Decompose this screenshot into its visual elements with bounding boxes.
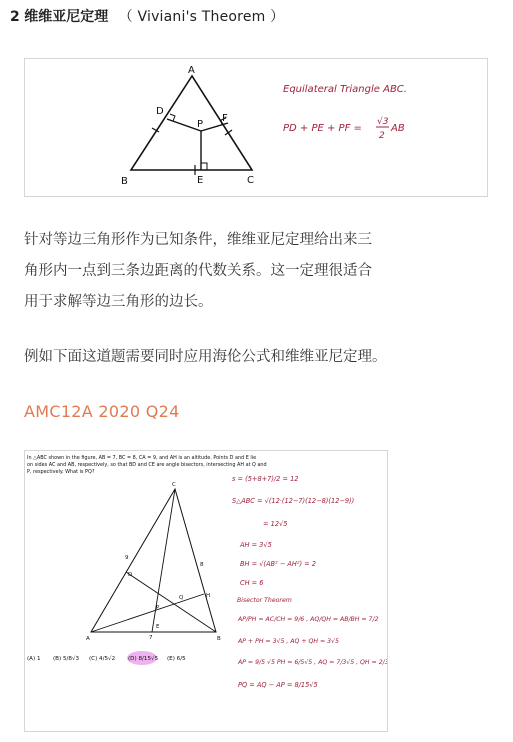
label-e-amc: E [156,624,160,630]
segment-pd [167,119,204,131]
problem-line: P, respectively. What is PQ? [27,469,95,475]
section-heading [10,6,284,26]
right-angle-e [201,163,207,170]
amc-problem-figure [24,450,388,732]
label-p: P [197,119,204,130]
choice-d: (D) 8/15√5 [128,656,159,662]
work-line: Bisector Theorem [237,597,292,604]
note-formula-right: AB [391,123,405,134]
problem-line: In △ABC shown in the figure, AB = 7, BC = 8, CA = 9, and AH is an altitude. Points D and E lie [27,455,257,461]
note-title: Equilateral Triangle ABC. [283,84,407,95]
triangle-abc [131,76,252,170]
label-side-bc: 8 [200,562,204,568]
bisector-bd [126,572,216,632]
label-e: E [197,175,204,186]
choice-c: (C) 4/5√2 [89,656,116,662]
work-line: s = (5+8+7)/2 = 12 [232,475,299,483]
label-a: A [188,65,195,76]
note-formula-left: PD + PE + PF = [283,123,362,134]
note-formula-den: 2 [379,131,385,141]
label-side-ca: 9 [125,555,129,561]
work-line: = 12√5 [263,520,288,528]
label-p-amc: P [156,605,160,611]
label-h-amc: H [206,593,211,599]
work-line: AP/PH = AC/CH = 9/6 , AQ/QH = AB/BH = 7/2 [238,616,379,623]
heading-title-cn: 维维亚尼定理 [24,9,109,25]
note-formula-num: √3 [377,117,389,127]
viviani-figure [24,58,488,197]
label-b: B [121,176,128,187]
label-f: F [222,113,228,124]
label-b-amc: B [217,636,221,642]
problem-line: on sides AC and AB, respectively, so that BD and CE are angle bisectors, intersecting AH at Q and [27,462,267,468]
work-line: AP = 9/5 √5 PH = 6/5√5 , AQ = 7/3√5 , QH = 2/3√5 [238,659,387,666]
choice-b: (B) 5/8√3 [53,656,80,662]
label-side-ab: 7 [149,635,153,641]
choice-e: (E) 6/5 [167,656,186,662]
paragraph-line: 角形内一点到三条边距离的代数关系。这一定理很适合 [24,263,372,279]
label-c: C [247,175,254,186]
label-q-amc: Q [179,595,184,601]
choice-a: (A) 1 [27,656,41,662]
heading-number: 2 [10,9,20,25]
work-line: AH = 3√5 [240,541,272,549]
paragraph-viviani [24,225,494,318]
work-line: AP + PH = 3√5 , AQ + QH = 3√5 [238,638,339,645]
label-a-amc: A [86,636,90,642]
paragraph-example: 例如下面这道题需要同时应用海伦公式和维维亚尼定理。 [24,349,387,365]
label-c-amc: C [172,482,176,488]
label-d: D [156,106,164,117]
viviani-diagram-svg [25,59,487,196]
paragraph-line: 用于求解等边三角形的边长。 [24,294,213,310]
amc-problem-svg [25,451,387,731]
work-line: BH = √(AB² − AH²) = 2 [240,560,316,568]
work-line: S△ABC = √(12·(12−7)(12−8)(12−9)) [232,497,355,505]
work-line: CH = 6 [240,579,264,587]
work-line: PQ = AQ − AP = 8/15√5 [238,681,318,689]
paragraph-line: 针对等边三角形作为已知条件，维维亚尼定理给出来三 [24,232,372,248]
heading-title-en: （ Viviani's Theorem ） [118,9,285,25]
label-d-amc: D [128,572,133,578]
section-title: AMC12A 2020 Q24 [24,402,180,421]
